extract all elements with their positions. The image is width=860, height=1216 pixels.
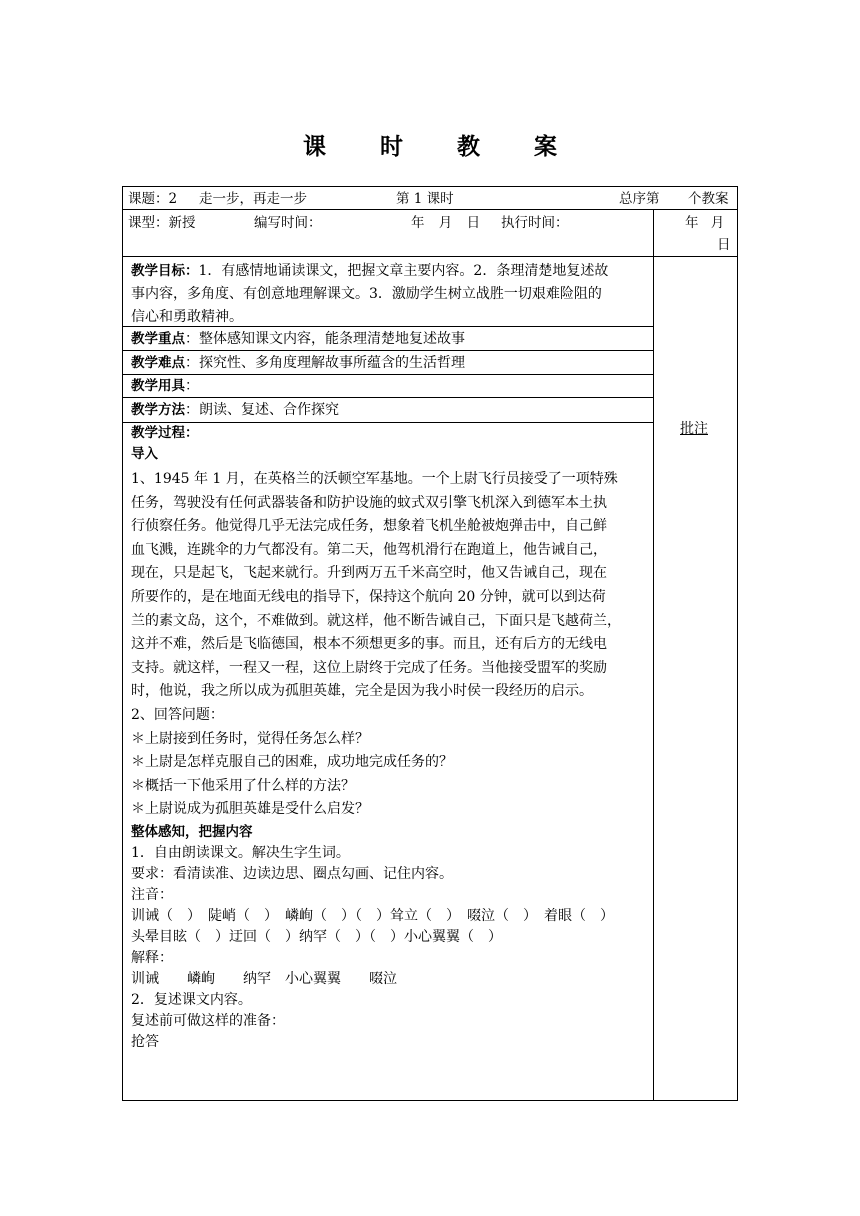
compose-label: 编写时间： bbox=[254, 215, 322, 231]
row-divider bbox=[123, 209, 737, 210]
story-line: 支持。就这样，一程又一程，这位上尉终于完成了任务。当他接受盟军的奖励 bbox=[131, 659, 607, 676]
explain-label: 解释： bbox=[131, 949, 173, 966]
key-point-label: 教学重点 bbox=[131, 331, 185, 347]
annotation-label: 批注 bbox=[680, 421, 708, 437]
methods-value: ：朗读、复述、合作探究 bbox=[185, 402, 339, 418]
objectives-line: 事内容，多角度、有创意地理解课文。3．激励学生树立战胜一切艰难险阻的 bbox=[131, 286, 602, 302]
type-label: 课型：新授 bbox=[128, 215, 196, 231]
difficulty-label: 教学难点 bbox=[131, 355, 185, 371]
story-line: 血飞溅，连跳伞的力气都没有。第二天，他驾机滑行在跑道上，他告诫自己， bbox=[131, 541, 607, 558]
question-item: ＊概括一下他采用了什么样的方法？ bbox=[131, 777, 355, 794]
question-item: ＊上尉是怎样克服自己的困难，成功地完成任务的？ bbox=[131, 754, 453, 771]
compose-date: 年 月 日 bbox=[411, 215, 481, 231]
story-line: 所要作的，是在地面无线电的指导下，保持这个航向 20 分钟，就可以到达荷 bbox=[131, 588, 606, 605]
overview-heading: 整体感知，把握内容 bbox=[131, 823, 253, 840]
question-item: ＊上尉接到任务时，觉得任务怎么样？ bbox=[131, 730, 369, 747]
pinyin-exercise: 头晕目眩（ ）迂回（ ）纳罕（ ）（ ）小心翼翼（ ） bbox=[131, 928, 502, 945]
topic-value: 走一步，再走一步 bbox=[199, 191, 307, 207]
key-point-value: ：整体感知课文内容，能条理清楚地复述故事 bbox=[185, 331, 465, 347]
methods-label: 教学方法 bbox=[131, 402, 185, 418]
overview-section bbox=[131, 822, 651, 1053]
tools-value: ： bbox=[185, 378, 199, 394]
story-line: 现在，只是起飞，飞起来就行。升到两万五千米高空时，他又告诫自己，现在 bbox=[131, 565, 607, 582]
story-line: 任务，驾驶没有任何武器装备和防护设施的蚊式双引擎飞机深入到德军本土执 bbox=[131, 494, 607, 511]
tools-label: 教学用具 bbox=[131, 378, 185, 394]
difficulty-row bbox=[131, 352, 651, 375]
questions-heading: 2、回答问题： bbox=[131, 706, 224, 723]
story-line: 时，他说，我之所以成为孤胆英雄，完全是因为我小时侯一段经历的启示。 bbox=[131, 683, 593, 700]
step-two: 2．复述课文内容。 bbox=[131, 991, 252, 1008]
prep-text: 复述前可做这样的准备： bbox=[131, 1012, 285, 1029]
story-line: 1、1945 年 1 月，在英格兰的沃顿空军基地。一个上尉飞行员接受了一项特殊 bbox=[131, 471, 618, 487]
story-line: 这并不难，然后是飞临德国，根本不须想更多的事。而且，还有后方的无线电 bbox=[131, 636, 607, 653]
exec-date-month: 年 月 bbox=[685, 215, 725, 231]
lesson-label: 第 1 课时 bbox=[396, 191, 454, 207]
sequence-label: 总序第 bbox=[619, 191, 660, 207]
process-colon: ： bbox=[185, 425, 199, 441]
story-line: 兰的素文岛，这个，不难做到。就这样，他不断告诫自己，下面只是飞越荷兰， bbox=[131, 612, 621, 629]
key-point-row bbox=[131, 328, 651, 351]
process-label: 教学过程 bbox=[131, 425, 185, 441]
lesson-plan-table bbox=[122, 186, 738, 1101]
pinyin-exercise: 训诫（ ） 陡峭（ ） 嶙峋（ ）（ ）耸立（ ） 啜泣（ ） 着眼（ ） bbox=[131, 907, 614, 924]
objectives-line: 1．有感情地诵读课文，把握文章主要内容。2．条理清楚地复述故 bbox=[198, 263, 609, 279]
requirement-text: 要求：看清读准、边读边思、圈点勾画、记住内容。 bbox=[131, 865, 453, 882]
intro-heading: 导入 bbox=[131, 446, 158, 462]
topic-label: 课题：2 bbox=[128, 191, 178, 207]
exec-date-day: 日 bbox=[717, 237, 731, 253]
pinyin-label: 注音： bbox=[131, 886, 173, 903]
column-divider bbox=[653, 256, 654, 1100]
objectives-label: 教学目标： bbox=[131, 263, 199, 279]
sequence-suffix: 个教案 bbox=[688, 191, 729, 207]
intro-story bbox=[131, 468, 651, 822]
exec-label: 执行时间： bbox=[501, 215, 569, 231]
column-divider bbox=[653, 209, 654, 256]
explain-words: 训诫 嶙峋 纳罕 小心翼翼 啜泣 bbox=[131, 970, 397, 987]
story-line: 行侦察任务。他觉得几乎无法完成任务，想象着飞机坐舱被炮弹击中，自己鲜 bbox=[131, 518, 607, 535]
question-item: ＊上尉说成为孤胆英雄是受什么启发？ bbox=[131, 801, 369, 818]
step-one: 1．自由朗读课文。解决生字生词。 bbox=[131, 844, 350, 861]
row-divider bbox=[123, 256, 737, 257]
tools-row bbox=[131, 375, 651, 398]
rush-answer: 抢答 bbox=[131, 1033, 159, 1050]
page-title: 课 时 教 案 bbox=[302, 134, 581, 160]
methods-row bbox=[131, 399, 651, 422]
teaching-process bbox=[131, 423, 651, 1053]
objectives-line: 信心和勇敢精神。 bbox=[131, 309, 243, 325]
teaching-objectives bbox=[131, 260, 651, 329]
difficulty-value: ：探究性、多角度理解故事所蕴含的生活哲理 bbox=[185, 355, 465, 371]
